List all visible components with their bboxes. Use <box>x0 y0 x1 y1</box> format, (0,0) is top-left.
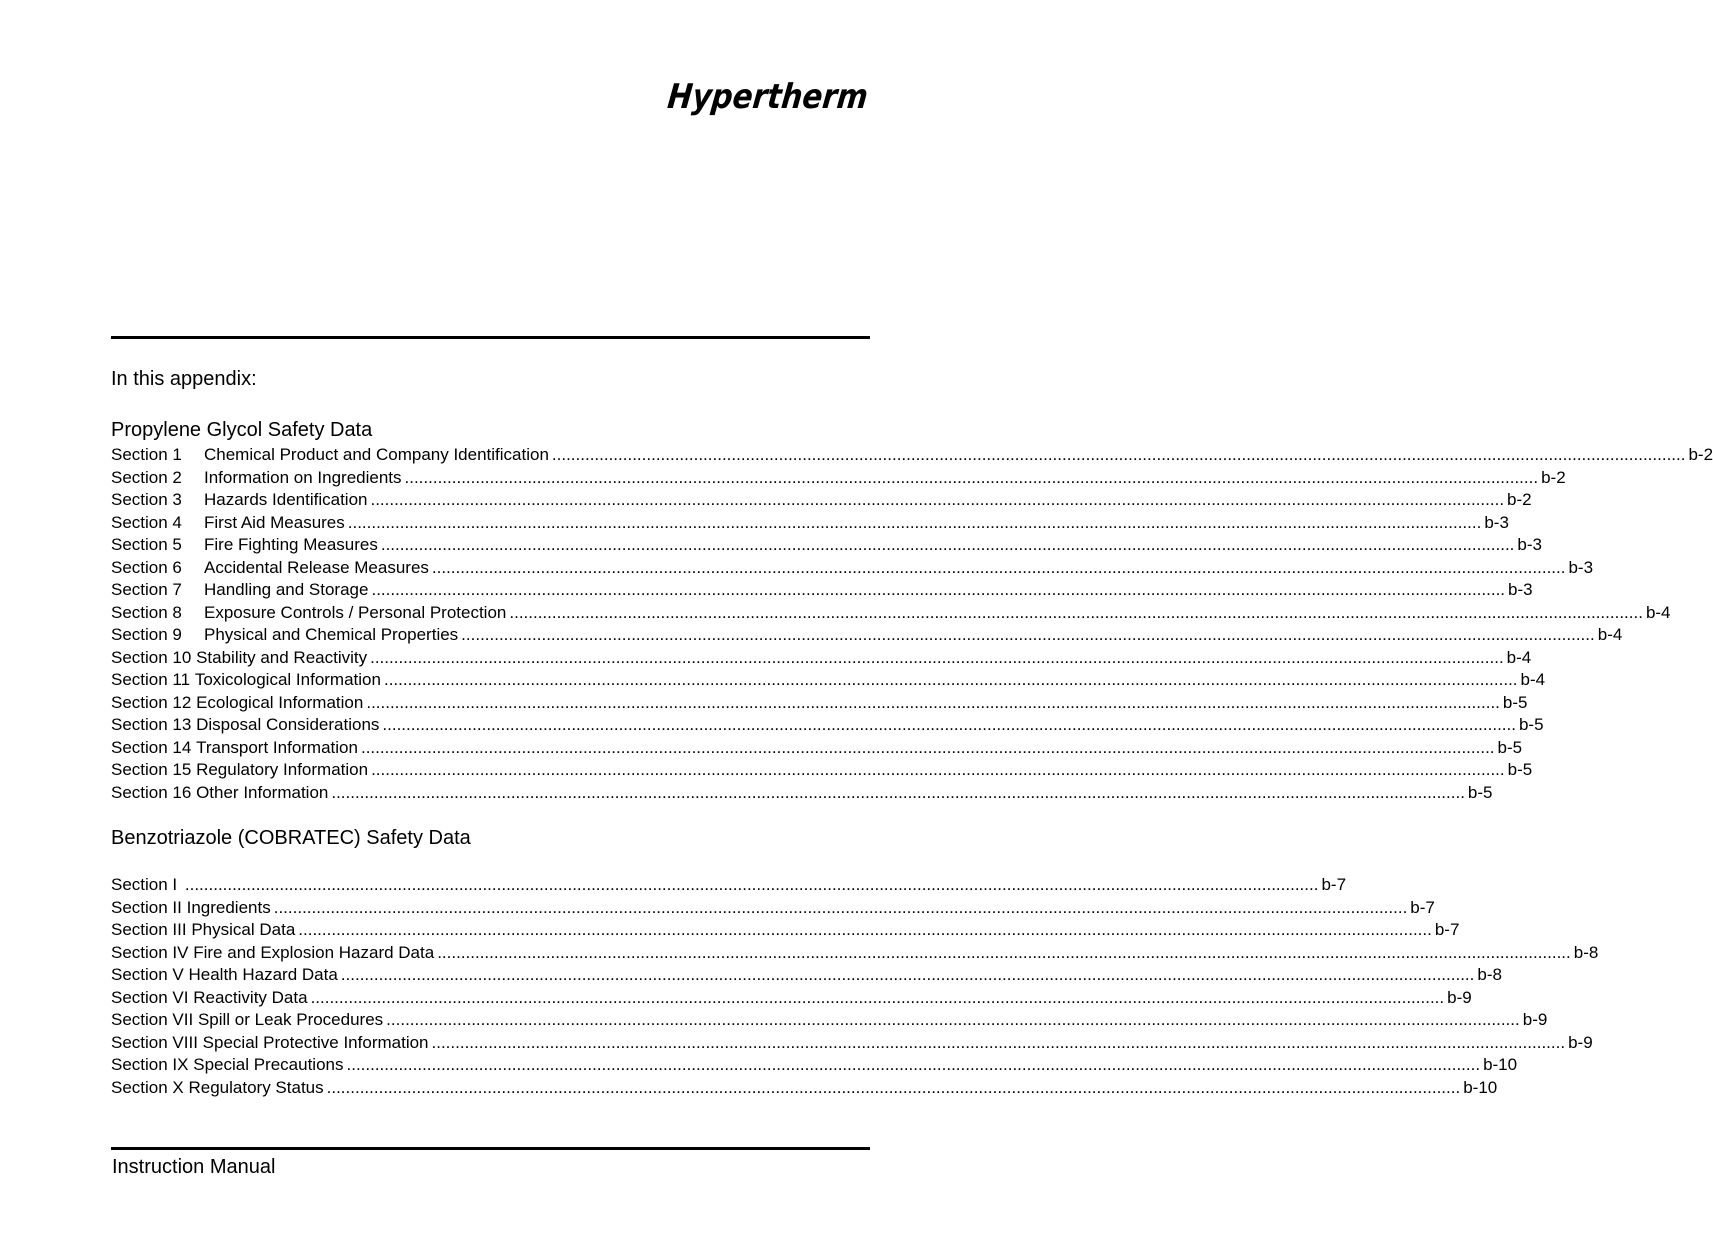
toc-section-title: Ingredients <box>186 897 271 917</box>
toc-leader-dots <box>371 759 1505 782</box>
toc-section-title: Reactivity Data <box>193 987 308 1007</box>
toc-entry <box>111 669 1546 692</box>
toc-entry <box>111 1032 1593 1055</box>
toc-page-number: b-5 <box>1507 760 1533 779</box>
toc-leader-dots <box>552 444 1686 467</box>
toc-section-title: Physical Data <box>191 920 296 939</box>
toc-entry <box>111 512 1509 535</box>
toc-page-number: b-2 <box>1507 490 1532 509</box>
toc-leader-dots <box>432 557 1566 580</box>
toc-page-number: b-10 <box>1483 1055 1518 1074</box>
toc-section-number: Section 14 <box>111 737 192 757</box>
toc-section-number: Section 16 <box>111 782 192 802</box>
toc-page-number: b-3 <box>1484 512 1509 532</box>
toc-section-number: Section X <box>111 1077 184 1097</box>
toc-section-number: Section VIII <box>111 1032 198 1052</box>
toc-entry <box>111 964 1502 987</box>
toc-entry <box>111 534 1542 557</box>
toc-leader-dots <box>366 692 1500 715</box>
toc-section-title: Spill or Leak Procedures <box>197 1010 384 1029</box>
logo-text: Hypertherm <box>665 77 901 117</box>
bottom-divider <box>111 1147 870 1150</box>
toc-section-title: Health Hazard Data <box>188 965 338 984</box>
toc-entry <box>111 1054 1518 1077</box>
toc-section-number: Section 13 <box>111 715 192 734</box>
toc-leader-dots <box>327 1077 1461 1100</box>
toc-entry <box>111 624 1623 647</box>
toc-leader-dots <box>432 1032 1566 1055</box>
toc-section-number: Section 9 <box>111 625 182 644</box>
toc-entry <box>111 782 1493 805</box>
toc-section-title: Handling and Storage <box>204 580 369 599</box>
toc-section-number: Section III <box>111 920 187 939</box>
toc-section-number: Section IV <box>111 942 189 962</box>
toc-section-title: Fire Fighting Measures <box>204 535 378 554</box>
toc-leader-dots <box>361 737 1495 760</box>
toc-leader-dots <box>437 942 1571 965</box>
toc-entry <box>111 602 1671 625</box>
toc-section-number: Section 10 <box>111 647 192 667</box>
toc-entry <box>111 467 1566 490</box>
toc-section-title: Hazards Identification <box>204 490 368 509</box>
toc-leader-dots <box>405 467 1539 490</box>
toc-section-number: Section 1 <box>111 445 182 464</box>
toc-section-number: Section V <box>111 965 184 984</box>
toc-section-number: Section 11 <box>111 670 191 689</box>
toc-page-number: b-4 <box>1645 602 1671 622</box>
toc-section-title: Information on Ingredients <box>204 467 402 487</box>
toc-section-title: Special Protective Information <box>202 1032 429 1052</box>
toc-page-number: b-7 <box>1410 897 1435 917</box>
toc-page-number: b-4 <box>1597 625 1623 644</box>
toc-page-number: b-5 <box>1518 715 1544 734</box>
toc-page-number: b-3 <box>1517 535 1542 554</box>
toc-entry <box>111 557 1594 580</box>
toc-section-title: Accidental Release Measures <box>204 557 429 577</box>
toc-entry <box>111 714 1544 737</box>
top-divider <box>111 336 870 339</box>
hypertherm-logo <box>665 76 901 122</box>
toc-section-number: Section I <box>111 875 178 894</box>
toc-section-title: Regulatory Status <box>188 1077 324 1097</box>
propylene-heading: Propylene Glycol Safety Data <box>111 419 373 441</box>
toc-entry <box>111 942 1599 965</box>
toc-entry <box>111 1009 1548 1032</box>
toc-entry <box>111 737 1523 760</box>
toc-section-number: Section 7 <box>111 580 182 599</box>
toc-section-number: Section 3 <box>111 490 182 509</box>
toc-section-number: Section 4 <box>111 512 182 532</box>
toc-entry <box>111 647 1532 670</box>
toc-section-title: First Aid Measures <box>204 512 345 532</box>
toc-section-title: Exposure Controls / Personal Protection <box>204 602 507 622</box>
toc-leader-dots <box>382 714 1516 737</box>
toc-section-title: Fire and Explosion Hazard Data <box>193 942 435 962</box>
toc-leader-dots <box>509 602 1643 625</box>
toc-page-number: b-8 <box>1573 942 1599 962</box>
toc-leader-dots <box>381 534 1515 557</box>
toc-section-title: Regulatory Information <box>196 760 369 779</box>
toc-entry <box>111 919 1460 942</box>
toc-leader-dots <box>341 964 1475 987</box>
appendix-intro: In this appendix: <box>111 368 257 390</box>
toc-leader-dots <box>370 489 1504 512</box>
toc-page-number: b-10 <box>1463 1077 1498 1097</box>
toc-page-number: b-3 <box>1508 580 1533 599</box>
toc-section-number: Section 5 <box>111 535 182 554</box>
footer-title: Instruction Manual <box>112 1156 276 1178</box>
benzotriazole-toc <box>111 874 1599 1099</box>
toc-page-number: b-2 <box>1688 445 1713 464</box>
toc-section-title: Transport Information <box>196 737 358 757</box>
toc-leader-dots <box>371 579 1505 602</box>
toc-leader-dots <box>461 624 1595 647</box>
toc-page-number: b-5 <box>1467 782 1493 802</box>
toc-entry <box>111 874 1347 897</box>
toc-section-number: Section 15 <box>111 760 192 779</box>
toc-leader-dots <box>347 1054 1481 1077</box>
toc-section-title: Special Precautions <box>193 1055 344 1074</box>
toc-leader-dots <box>185 874 1319 897</box>
toc-page-number: b-9 <box>1522 1010 1548 1029</box>
toc-leader-dots <box>274 897 1408 920</box>
toc-section-number: Section 8 <box>111 602 182 622</box>
toc-section-number: Section VI <box>111 987 189 1007</box>
toc-page-number: b-4 <box>1506 647 1532 667</box>
toc-leader-dots <box>384 669 1518 692</box>
toc-page-number: b-5 <box>1502 692 1528 712</box>
toc-entry <box>111 1077 1498 1100</box>
toc-leader-dots <box>298 919 1432 942</box>
toc-section-title: Chemical Product and Company Identification <box>204 445 549 464</box>
toc-page-number: b-7 <box>1321 875 1347 894</box>
toc-section-number: Section 6 <box>111 557 182 577</box>
toc-entry <box>111 579 1533 602</box>
propylene-toc <box>111 444 1713 804</box>
toc-page-number: b-9 <box>1447 987 1472 1007</box>
toc-page-number: b-2 <box>1541 467 1566 487</box>
toc-section-title: Physical and Chemical Properties <box>204 625 459 644</box>
toc-entry <box>111 897 1435 920</box>
toc-section-title: Stability and Reactivity <box>196 647 368 667</box>
toc-section-title: Toxicological Information <box>194 670 381 689</box>
toc-entry <box>111 759 1533 782</box>
toc-leader-dots <box>311 987 1445 1010</box>
toc-leader-dots <box>348 512 1482 535</box>
toc-entry <box>111 692 1528 715</box>
toc-entry <box>111 987 1472 1010</box>
toc-entry <box>111 489 1532 512</box>
toc-section-number: Section 2 <box>111 467 182 487</box>
toc-section-number: Section 12 <box>111 692 192 712</box>
benzotriazole-heading: Benzotriazole (COBRATEC) Safety Data <box>111 827 471 849</box>
toc-page-number: b-7 <box>1434 920 1460 939</box>
toc-page-number: b-3 <box>1568 557 1594 577</box>
toc-page-number: b-9 <box>1568 1032 1593 1052</box>
toc-section-number: Section IX <box>111 1055 189 1074</box>
toc-section-number: Section II <box>111 897 182 917</box>
toc-section-number: Section VII <box>111 1010 194 1029</box>
toc-section-title: Other Information <box>196 782 329 802</box>
toc-leader-dots <box>370 647 1504 670</box>
toc-leader-dots <box>331 782 1465 805</box>
toc-entry <box>111 444 1713 467</box>
toc-leader-dots <box>386 1009 1520 1032</box>
toc-section-title: Ecological Information <box>196 692 364 712</box>
toc-page-number: b-4 <box>1520 670 1546 689</box>
toc-section-title: Disposal Considerations <box>196 715 380 734</box>
toc-page-number: b-5 <box>1497 737 1523 757</box>
toc-page-number: b-8 <box>1477 965 1502 984</box>
